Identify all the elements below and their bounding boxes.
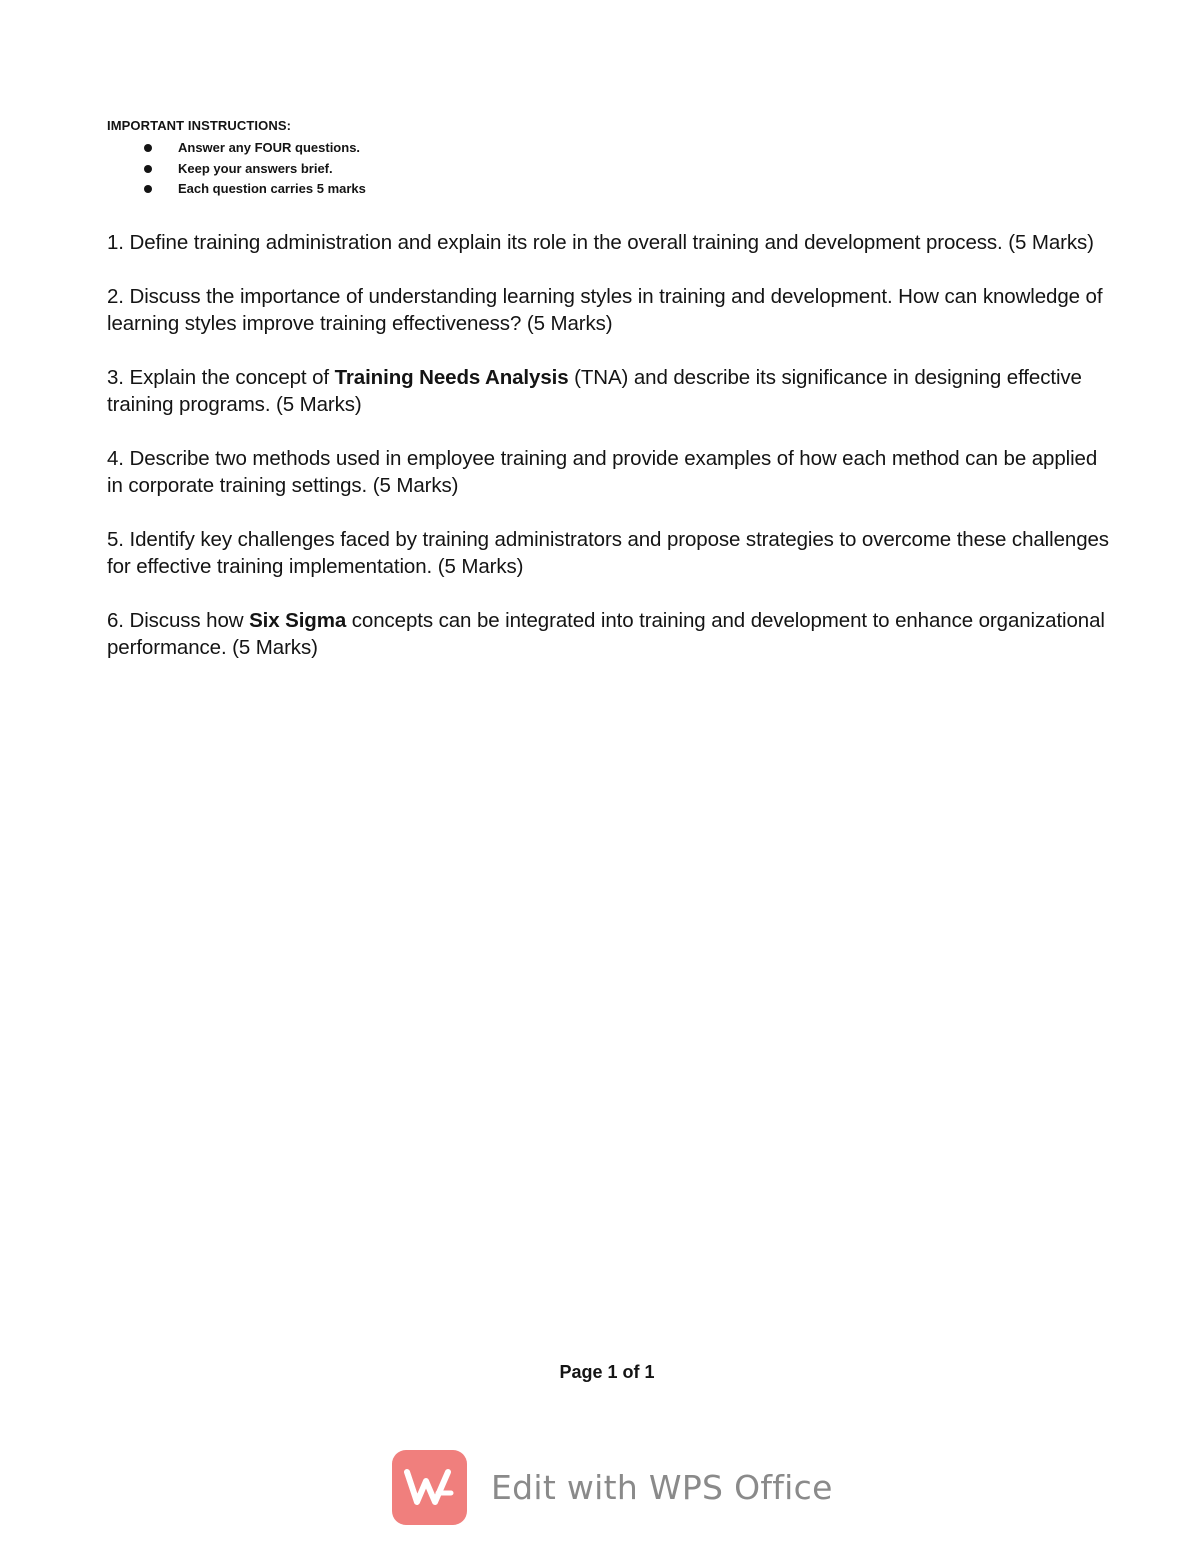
questions-section [107, 229, 1117, 688]
page-footer [0, 1360, 1200, 1384]
question-text: 5. Identify key challenges faced by training administrators and propose strategies to overcome these challenges for effective training implementation. (5 Marks) [107, 528, 1109, 578]
bullet-icon [144, 185, 152, 193]
question-1 [107, 229, 1117, 256]
bullet-icon [144, 165, 152, 173]
question-text: 6. Discuss how [107, 609, 250, 632]
question-2 [107, 283, 1117, 337]
page-number: Page 1 of 1 [559, 1362, 655, 1382]
question-3 [107, 364, 1117, 418]
instruction-text: Each question carries 5 marks [178, 181, 366, 196]
question-text-continued: (TNA) and describe its significance in designing effective training programs. (5 Marks) [107, 366, 1082, 416]
instruction-item [107, 138, 807, 159]
question-6 [107, 607, 1117, 661]
question-text: 3. Explain the concept of [107, 366, 335, 389]
instructions-list [107, 138, 807, 200]
wps-edit-banner[interactable] [392, 1449, 833, 1525]
wps-w-logo-icon[interactable] [392, 1450, 467, 1525]
instruction-item [107, 179, 807, 200]
instruction-text: Answer any FOUR questions. [178, 140, 361, 155]
question-text-continued: concepts can be integrated into training and development to enhance organizational performance. (5 Marks) [107, 609, 1105, 659]
bullet-icon [144, 144, 152, 152]
instructions-section [107, 117, 807, 200]
instruction-item [107, 159, 807, 180]
instructions-heading: IMPORTANT INSTRUCTIONS: [107, 118, 292, 133]
wps-edit-text[interactable]: Edit with WPS Office [491, 1467, 833, 1507]
question-4 [107, 445, 1117, 499]
question-text: 4. Describe two methods used in employee training and provide examples of how each method can be applied in corporate training settings. (5 Marks) [107, 447, 1098, 497]
question-5 [107, 526, 1117, 580]
wps-w-glyph-icon [404, 1467, 456, 1507]
question-bold-term: Training Needs Analysis [334, 366, 569, 389]
instruction-text: Keep your answers brief. [178, 160, 333, 176]
question-text: 2. Discuss the importance of understanding learning styles in training and development. How can knowledge of learning styles improve training effectiveness? (5 Marks) [107, 285, 1103, 335]
question-bold-term: Six Sigma [249, 609, 347, 632]
question-text: 1. Define training administration and explain its role in the overall training and development process. (5 Marks) [107, 231, 1094, 254]
